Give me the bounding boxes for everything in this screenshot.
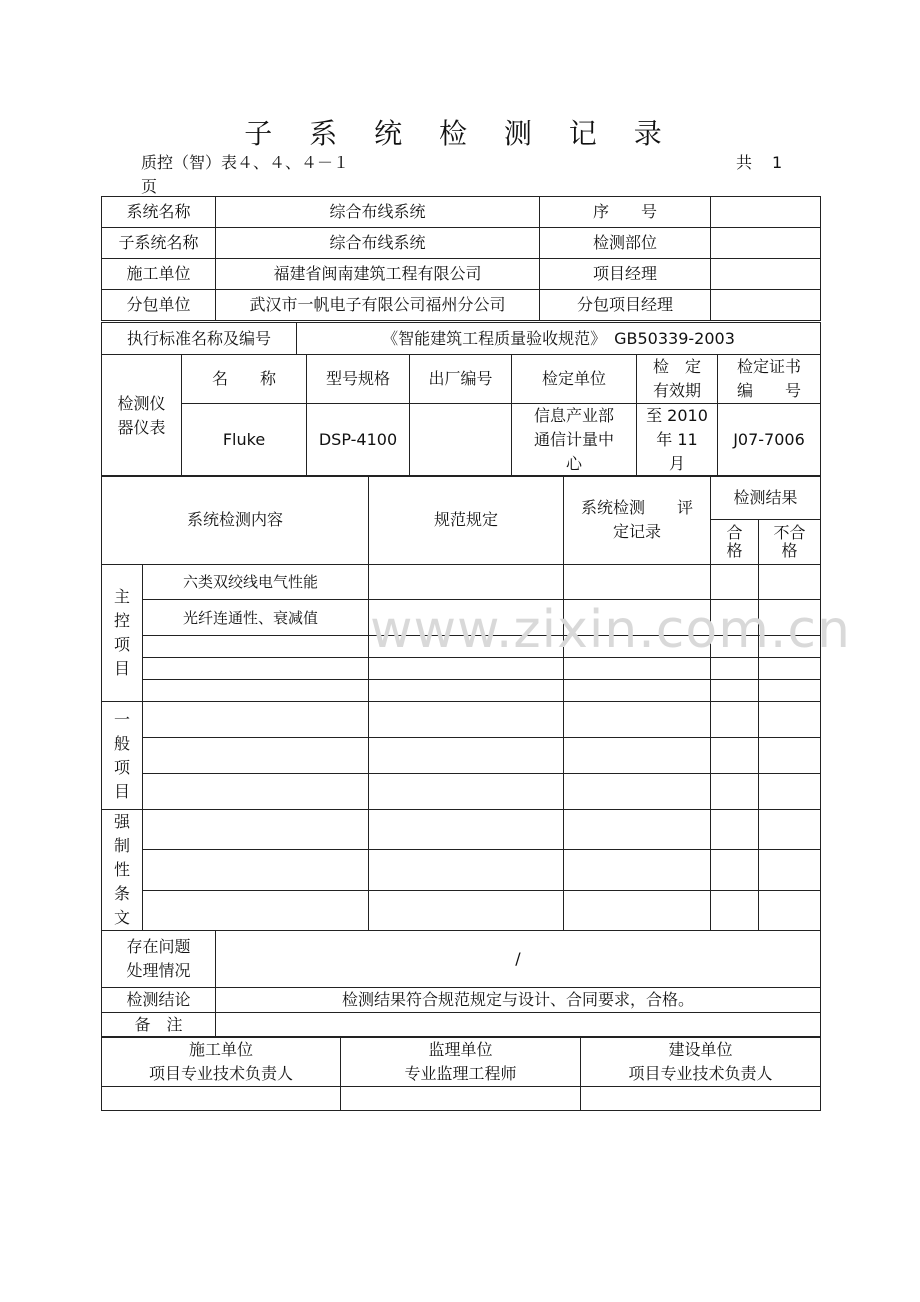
empty-cell[interactable] <box>711 702 759 738</box>
subcontractor-label: 分包单位 <box>102 290 216 321</box>
record-header <box>564 476 711 565</box>
signature-owner-line1: 建设单位 <box>668 1039 733 1059</box>
conclusion-table <box>101 930 821 1038</box>
instrument-name-value[interactable]: Fluke <box>182 404 307 477</box>
signature-supervisor-field[interactable] <box>341 1087 581 1111</box>
empty-cell[interactable] <box>143 702 369 738</box>
remarks-label: 备 注 <box>102 1013 216 1038</box>
empty-cell[interactable] <box>564 850 711 890</box>
instrument-calunit-value[interactable] <box>512 404 637 477</box>
result-header: 检测结果 <box>711 476 821 520</box>
standard-table <box>101 322 821 355</box>
validity-header-line2: 有效期 <box>652 381 701 400</box>
serial-value[interactable] <box>711 197 821 228</box>
problems-label-line2: 处理情况 <box>126 961 191 980</box>
instrument-model-value[interactable]: DSP-4100 <box>307 404 410 477</box>
standard-value[interactable]: 《智能建筑工程质量验收规范》 GB50339-2003 <box>297 323 821 355</box>
pm-value[interactable] <box>711 259 821 290</box>
record-header-line1: 系统检测 评 <box>581 498 694 517</box>
empty-cell[interactable] <box>369 810 564 850</box>
empty-cell[interactable] <box>143 738 369 774</box>
main-item-1: 六类双绞线电气性能 <box>143 565 369 600</box>
sub-pm-value[interactable] <box>711 290 821 321</box>
mandatory-group-char: 制 <box>113 836 130 855</box>
fail-header-line2: 格 <box>781 541 798 560</box>
main-group-label <box>102 565 143 702</box>
calunit-line3: 心 <box>565 454 582 473</box>
general-group-label <box>102 702 143 810</box>
general-group-char: 项 <box>113 757 130 777</box>
total-pages-label: 共 <box>736 153 753 172</box>
validity-line3: 月 <box>668 454 685 473</box>
instrument-name-header: 名 称 <box>182 355 307 404</box>
empty-cell[interactable] <box>759 680 821 702</box>
empty-cell[interactable] <box>369 658 564 680</box>
mandatory-group-char: 性 <box>113 860 130 879</box>
cert-header-line2: 编 号 <box>736 381 801 400</box>
instrument-group-label <box>102 355 182 477</box>
problems-value[interactable]: / <box>216 931 821 988</box>
empty-cell[interactable] <box>711 890 759 930</box>
main-group-char: 目 <box>113 659 130 678</box>
instrument-group-label-line1: 检测仪 <box>117 393 166 413</box>
subsystem-name-label: 子系统名称 <box>102 228 216 259</box>
calunit-line1: 信息产业部 <box>533 406 614 425</box>
general-group-char: 般 <box>113 733 130 753</box>
instrument-model-header: 型号规格 <box>307 355 410 404</box>
mandatory-group-char: 文 <box>113 908 130 927</box>
content-header: 系统检测内容 <box>102 476 369 565</box>
instrument-cert-header <box>718 355 821 404</box>
remarks-value[interactable] <box>216 1013 821 1038</box>
empty-cell[interactable] <box>143 658 369 680</box>
test-location-value[interactable] <box>711 228 821 259</box>
instrument-validity-value[interactable] <box>637 404 718 477</box>
empty-cell[interactable] <box>759 810 821 850</box>
instrument-validity-header <box>637 355 718 404</box>
main-group-char: 项 <box>113 635 130 654</box>
signature-contractor <box>102 1037 341 1087</box>
signature-supervisor-line2: 专业监理工程师 <box>404 1063 517 1083</box>
empty-cell[interactable] <box>143 680 369 702</box>
mandatory-group-char: 强 <box>113 812 130 831</box>
main-item-1-spec[interactable] <box>369 565 564 600</box>
document-title: 子 系 统 检 测 记 录 <box>244 117 676 150</box>
empty-cell[interactable] <box>711 774 759 810</box>
page-label: 页 <box>141 177 158 196</box>
pass-header-line1: 合 <box>726 523 743 542</box>
validity-line2: 年 11 <box>656 430 698 449</box>
instrument-serial-value[interactable] <box>410 404 512 477</box>
mandatory-group-label <box>102 810 143 931</box>
basic-info-table <box>101 196 821 321</box>
system-name-label: 系统名称 <box>102 197 216 228</box>
empty-cell[interactable] <box>711 738 759 774</box>
empty-cell[interactable] <box>564 658 711 680</box>
empty-cell[interactable] <box>759 850 821 890</box>
system-name-value[interactable]: 综合布线系统 <box>216 197 540 228</box>
main-item-1-fail[interactable] <box>759 565 821 600</box>
validity-line1: 至 2010 <box>646 406 708 425</box>
empty-cell[interactable] <box>711 658 759 680</box>
conclusion-value[interactable]: 检测结果符合规范规定与设计、合同要求，合格。 <box>216 988 821 1013</box>
sub-pm-label: 分包项目经理 <box>540 290 711 321</box>
signature-supervisor-line1: 监理单位 <box>428 1039 493 1059</box>
empty-cell[interactable] <box>143 810 369 850</box>
empty-cell[interactable] <box>564 890 711 930</box>
fail-header <box>759 520 821 565</box>
empty-cell[interactable] <box>711 850 759 890</box>
empty-cell[interactable] <box>759 774 821 810</box>
signature-owner <box>581 1037 821 1087</box>
pm-label: 项目经理 <box>540 259 711 290</box>
mandatory-group-char: 条 <box>113 884 130 903</box>
calunit-line2: 通信计量中 <box>533 430 614 449</box>
watermark: www.zixin.com.cn <box>370 600 851 660</box>
empty-cell[interactable] <box>564 810 711 850</box>
signature-contractor-field[interactable] <box>102 1087 341 1111</box>
total-pages <box>736 150 782 173</box>
signature-owner-line2: 项目专业技术负责人 <box>628 1063 773 1083</box>
empty-cell[interactable] <box>564 680 711 702</box>
signature-contractor-line2: 项目专业技术负责人 <box>148 1063 293 1083</box>
empty-cell[interactable] <box>143 774 369 810</box>
instrument-table <box>101 354 821 477</box>
main-group-char: 控 <box>113 611 130 630</box>
general-group-char: 一 <box>113 709 130 729</box>
spec-header: 规范规定 <box>369 476 564 565</box>
empty-cell[interactable] <box>711 680 759 702</box>
empty-cell[interactable] <box>759 890 821 930</box>
subcontractor-value[interactable]: 武汉市一帆电子有限公司福州分公司 <box>216 290 540 321</box>
instrument-serial-header: 出厂编号 <box>410 355 512 404</box>
signature-owner-field[interactable] <box>581 1087 821 1111</box>
main-item-1-record[interactable] <box>564 565 711 600</box>
pass-header-line2: 格 <box>726 541 743 560</box>
empty-cell[interactable] <box>759 658 821 680</box>
cert-header-line1: 检定证书 <box>736 357 801 376</box>
contractor-label: 施工单位 <box>102 259 216 290</box>
empty-cell[interactable] <box>369 680 564 702</box>
empty-cell[interactable] <box>369 702 564 738</box>
empty-cell[interactable] <box>143 890 369 930</box>
signature-contractor-line1: 施工单位 <box>188 1039 253 1059</box>
standard-label: 执行标准名称及编号 <box>102 323 297 355</box>
problems-label-line1: 存在问题 <box>126 937 191 956</box>
inspection-table <box>101 475 821 931</box>
instrument-group-label-line2: 器仪表 <box>117 417 166 437</box>
signature-supervisor <box>341 1037 581 1087</box>
empty-cell[interactable] <box>564 702 711 738</box>
serial-label: 序 号 <box>540 197 711 228</box>
empty-cell[interactable] <box>759 702 821 738</box>
subsystem-name-value[interactable]: 综合布线系统 <box>216 228 540 259</box>
validity-header-line1: 检 定 <box>652 357 701 376</box>
instrument-calunit-header: 检定单位 <box>512 355 637 404</box>
pass-header <box>711 520 759 565</box>
problems-label <box>102 931 216 988</box>
instrument-cert-value[interactable]: J07-7006 <box>718 404 821 477</box>
contractor-value[interactable]: 福建省闽南建筑工程有限公司 <box>216 259 540 290</box>
test-location-label: 检测部位 <box>540 228 711 259</box>
conclusion-label: 检测结论 <box>102 988 216 1013</box>
empty-cell[interactable] <box>369 738 564 774</box>
form-code: 质控（智）表４、４、４－１ <box>141 153 350 172</box>
empty-cell[interactable] <box>564 774 711 810</box>
record-header-line2: 定记录 <box>613 522 662 541</box>
empty-cell[interactable] <box>759 738 821 774</box>
empty-cell[interactable] <box>143 636 369 658</box>
empty-cell[interactable] <box>564 738 711 774</box>
main-group-char: 主 <box>113 587 130 606</box>
main-item-1-pass[interactable] <box>711 565 759 600</box>
general-group-char: 目 <box>113 781 130 801</box>
empty-cell[interactable] <box>369 850 564 890</box>
empty-cell[interactable] <box>711 810 759 850</box>
empty-cell[interactable] <box>369 774 564 810</box>
total-pages-value: 1 <box>772 153 783 172</box>
main-item-2: 光纤连通性、衰减值 <box>143 600 369 636</box>
empty-cell[interactable] <box>369 890 564 930</box>
empty-cell[interactable] <box>143 850 369 890</box>
fail-header-line1: 不合 <box>773 523 806 542</box>
signature-table <box>101 1036 821 1111</box>
